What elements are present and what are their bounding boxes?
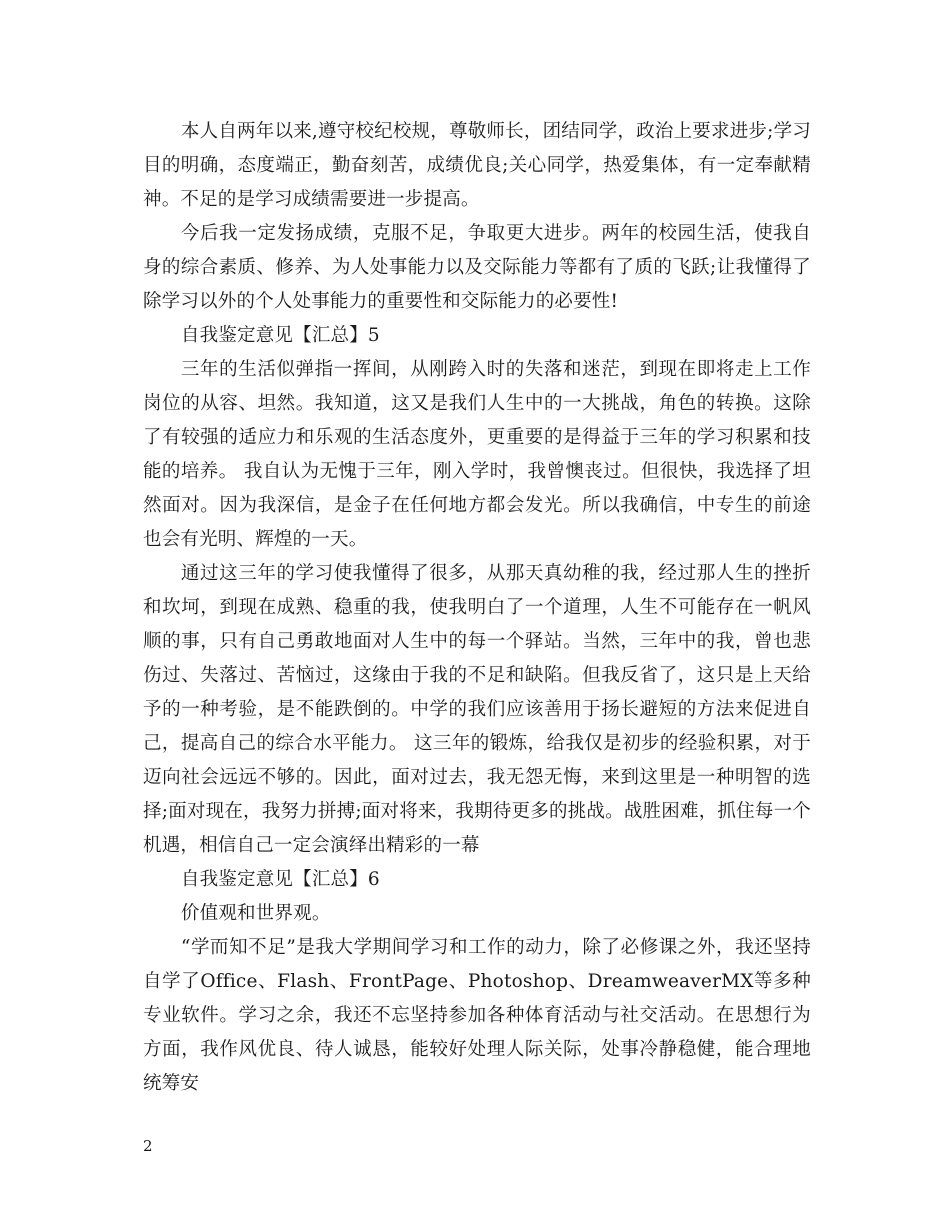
paragraph-1: 本人自两年以来,遵守校纪校规，尊敬师长，团结同学，政治上要求进步;学习目的明确，态度端正，勤奋刻苦，成绩优良;关心同学，热爱集体，有一定奉献精神。不足的是学习成绩需要进一步提高。 <box>143 121 811 210</box>
section-heading-5: 自我鉴定意见【汇总】5 <box>180 325 380 346</box>
section-heading-6: 自我鉴定意见【汇总】6 <box>180 869 380 890</box>
paragraph-3: 三年的生活似弹指一挥间，从刚跨入时的失落和迷茫，到现在即将走上工作岗位的从容、坦然。我知道，这又是我们人生中的一大挑战，角色的转换。这除了有较强的适应力和乐观的生活态度外，更重要的是得益于三年的学习积累和技能的培养。 我自认为无愧于三年，刚入学时，我曾懊丧过。但很快，我选择了坦然面对。因为我深信，是金子在任何地方都会发光。所以我确信，中专生的前途也会有光明、辉煌的一天。 <box>143 359 811 550</box>
paragraph-5: 价值观和世界观。 <box>180 903 331 924</box>
paragraph-6: “学而知不足”是我大学期间学习和工作的动力，除了必修课之外，我还坚持自学了Office、Flash、FrontPage、Photoshop、DreamweaverMX等多种专业软件。学习之余，我还不忘坚持参加各种体育活动与社交活动。在思想行为方面，我作风优良、待人诚恳，能较好处理人际关际，处事冷静稳健，能合理地统筹安 <box>143 937 811 1094</box>
paragraph-2: 今后我一定发扬成绩，克服不足，争取更大进步。两年的校园生活，使我自身的综合素质、修养、为人处事能力以及交际能力等都有了质的飞跃;让我懂得了除学习以外的个人处事能力的重要性和交际能力的必要性! <box>143 223 811 312</box>
paragraph-4: 通过这三年的学习使我懂得了很多，从那天真幼稚的我，经过那人生的挫折和坎坷，到现在成熟、稳重的我，使我明白了一个道理，人生不可能存在一帆风顺的事，只有自己勇敢地面对人生中的每一个驿站。当然，三年中的我，曾也悲伤过、失落过、苦恼过，这缘由于我的不足和缺陷。但我反省了，这只是上天给予的一种考验，是不能跌倒的。中学的我们应该善用于扬长避短的方法来促进自己，提高自己的综合水平能力。 这三年的锻炼，给我仅是初步的经验积累，对于迈向社会远远不够的。因此，面对过去，我无怨无悔，来到这里是一种明智的选择;面对现在，我努力拼搏;面对将来，我期待更多的挑战。战胜困难，抓住每一个机遇，相信自己一定会演绎出精彩的一幕 <box>143 563 811 856</box>
page-number: 2 <box>143 1137 153 1155</box>
document-body <box>143 115 811 1101</box>
